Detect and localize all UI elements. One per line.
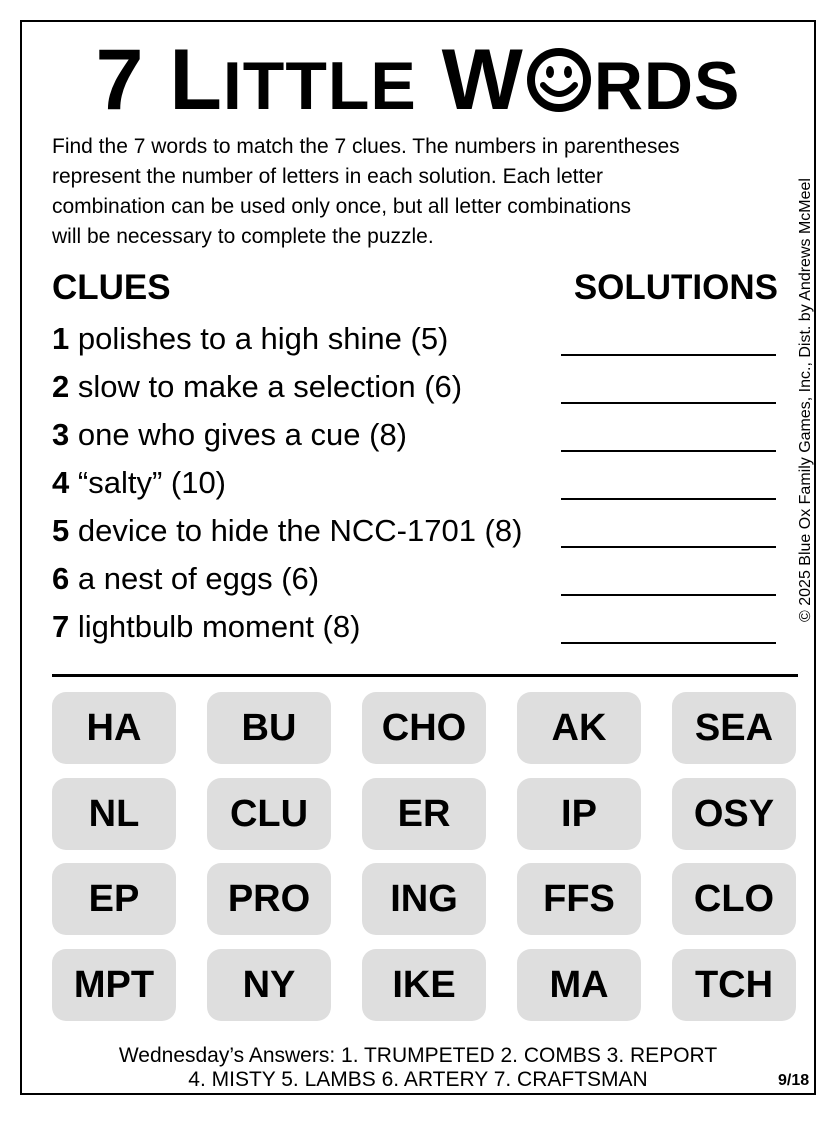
solution-blank-4[interactable]	[561, 498, 776, 500]
clue-6	[52, 561, 319, 597]
answers-line: Wednesday’s Answers: 1. TRUMPETED 2. COMBS 3. REPORT	[118, 1044, 718, 1067]
letter-tile[interactable]: HA	[52, 692, 176, 764]
letter-tile[interactable]: NL	[52, 778, 176, 850]
previous-answers	[0, 1044, 836, 1092]
letter-tile[interactable]: CHO	[362, 692, 486, 764]
letter-tile[interactable]: TCH	[672, 949, 796, 1021]
letter-tile[interactable]: PRO	[207, 863, 331, 935]
letter-tile[interactable]: CLU	[207, 778, 331, 850]
clue-number: 4	[52, 465, 70, 500]
clue-number: 1	[52, 321, 70, 356]
smiley-face-icon	[526, 47, 592, 113]
instructions	[52, 132, 804, 252]
letter-tile[interactable]: NY	[207, 949, 331, 1021]
clue-number: 6	[52, 561, 70, 596]
clue-number: 7	[52, 609, 70, 644]
clue-text: one who gives a cue (8)	[77, 417, 408, 452]
letter-tile[interactable]: AK	[517, 692, 641, 764]
clues-heading: CLUES	[52, 268, 171, 307]
clue-number: 2	[52, 369, 70, 404]
clue-text: “salty” (10)	[77, 465, 227, 500]
letter-tile[interactable]: CLO	[672, 863, 796, 935]
title-number: 7	[95, 32, 145, 128]
clue-text: polishes to a high shine (5)	[77, 321, 449, 356]
letter-tile[interactable]: BU	[207, 692, 331, 764]
instructions-line: represent the number of letters in each solution. Each letter	[52, 165, 603, 188]
clue-3	[52, 417, 407, 453]
divider	[52, 674, 798, 677]
instructions-line: Find the 7 words to match the 7 clues. The numbers in parentheses	[52, 135, 680, 158]
solution-blank-5[interactable]	[561, 546, 776, 548]
solutions-heading: SOLUTIONS	[573, 268, 778, 307]
clue-4	[52, 465, 226, 501]
clue-text: lightbulb moment (8)	[77, 609, 361, 644]
clue-text: a nest of eggs (6)	[77, 561, 320, 596]
solution-blank-1[interactable]	[561, 354, 776, 356]
instructions-line: combination can be used only once, but all letter combinations	[52, 195, 632, 218]
instructions-line: will be necessary to complete the puzzle.	[52, 225, 434, 248]
clue-2	[52, 369, 462, 405]
clue-5	[52, 513, 522, 549]
letter-tile[interactable]: ING	[362, 863, 486, 935]
letter-tile[interactable]: SEA	[672, 692, 796, 764]
title-letter-l: L	[169, 32, 223, 128]
letter-tile[interactable]: OSY	[672, 778, 796, 850]
solution-blank-2[interactable]	[561, 402, 776, 404]
solution-blank-3[interactable]	[561, 450, 776, 452]
title-words-rest: RDS	[593, 48, 741, 124]
letter-tile[interactable]: FFS	[517, 863, 641, 935]
clue-number: 5	[52, 513, 70, 548]
clue-7	[52, 609, 360, 645]
answers-line: 4. MISTY 5. LAMBS 6. ARTERY 7. CRAFTSMAN	[188, 1068, 648, 1091]
letter-tile[interactable]: IKE	[362, 949, 486, 1021]
clue-number: 3	[52, 417, 70, 452]
letter-tile[interactable]: MA	[517, 949, 641, 1021]
letter-tile[interactable]: MPT	[52, 949, 176, 1021]
copyright-text: © 2025 Blue Ox Family Games, Inc., Dist. by Andrews McMeel	[797, 178, 814, 622]
puzzle-date: 9/18	[778, 1072, 810, 1089]
clue-text: device to hide the NCC-1701 (8)	[77, 513, 523, 548]
letter-tile[interactable]: IP	[517, 778, 641, 850]
solution-blank-6[interactable]	[561, 594, 776, 596]
letter-tile[interactable]: ER	[362, 778, 486, 850]
title-little-rest: ITTLE	[222, 48, 417, 124]
letter-tile[interactable]: EP	[52, 863, 176, 935]
solution-blank-7[interactable]	[561, 642, 776, 644]
clue-1	[52, 321, 448, 357]
puzzle-title	[0, 30, 836, 136]
title-letter-w: W	[441, 32, 524, 128]
clue-text: slow to make a selection (6)	[77, 369, 463, 404]
